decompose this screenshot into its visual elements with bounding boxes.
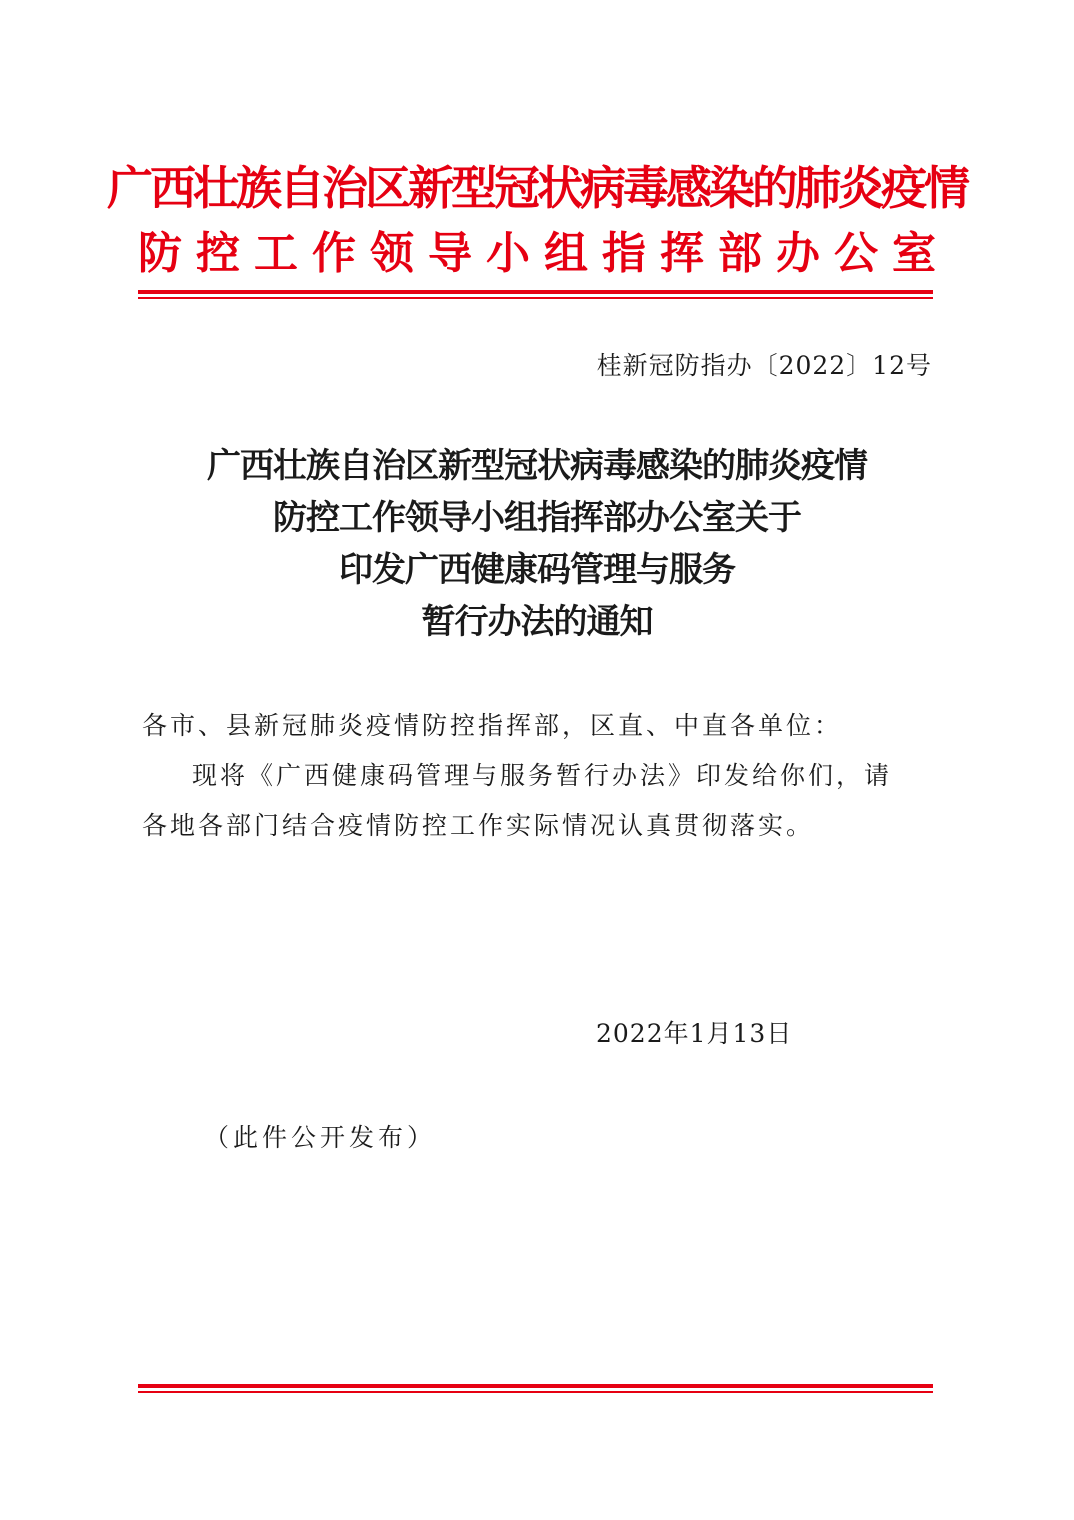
addressee: 各市、县新冠肺炎疫情防控指挥部，区直、中直各单位： [142, 711, 843, 740]
issue-date: 2022年1月13日 [596, 1019, 793, 1048]
disclosure-note: （此件公开发布） [204, 1123, 437, 1152]
document-title-line-1: 广西壮族自治区新型冠状病毒感染的肺炎疫情 [207, 446, 867, 486]
document-number: 桂新冠防指办〔2022〕12号 [596, 351, 932, 380]
footer-red-divider [138, 1384, 933, 1393]
document-title-line-3: 印发广西健康码管理与服务 [339, 550, 735, 590]
body-paragraph-line-2: 各地各部门结合疫情防控工作实际情况认真贯彻落实。 [142, 811, 815, 840]
issuing-authority-line-1: 广西壮族自治区新型冠状病毒感染的肺炎疫情 [107, 161, 967, 215]
issuing-authority-line-2: 防控工作领导小组指挥部办公室 [138, 228, 950, 279]
document-title-line-2: 防控工作领导小组指挥部办公室关于 [273, 498, 801, 538]
header-red-divider [138, 290, 933, 299]
body-paragraph-line-1: 现将《广西健康码管理与服务暂行办法》印发给你们，请 [192, 761, 893, 790]
document-title-line-4: 暂行办法的通知 [421, 602, 653, 642]
